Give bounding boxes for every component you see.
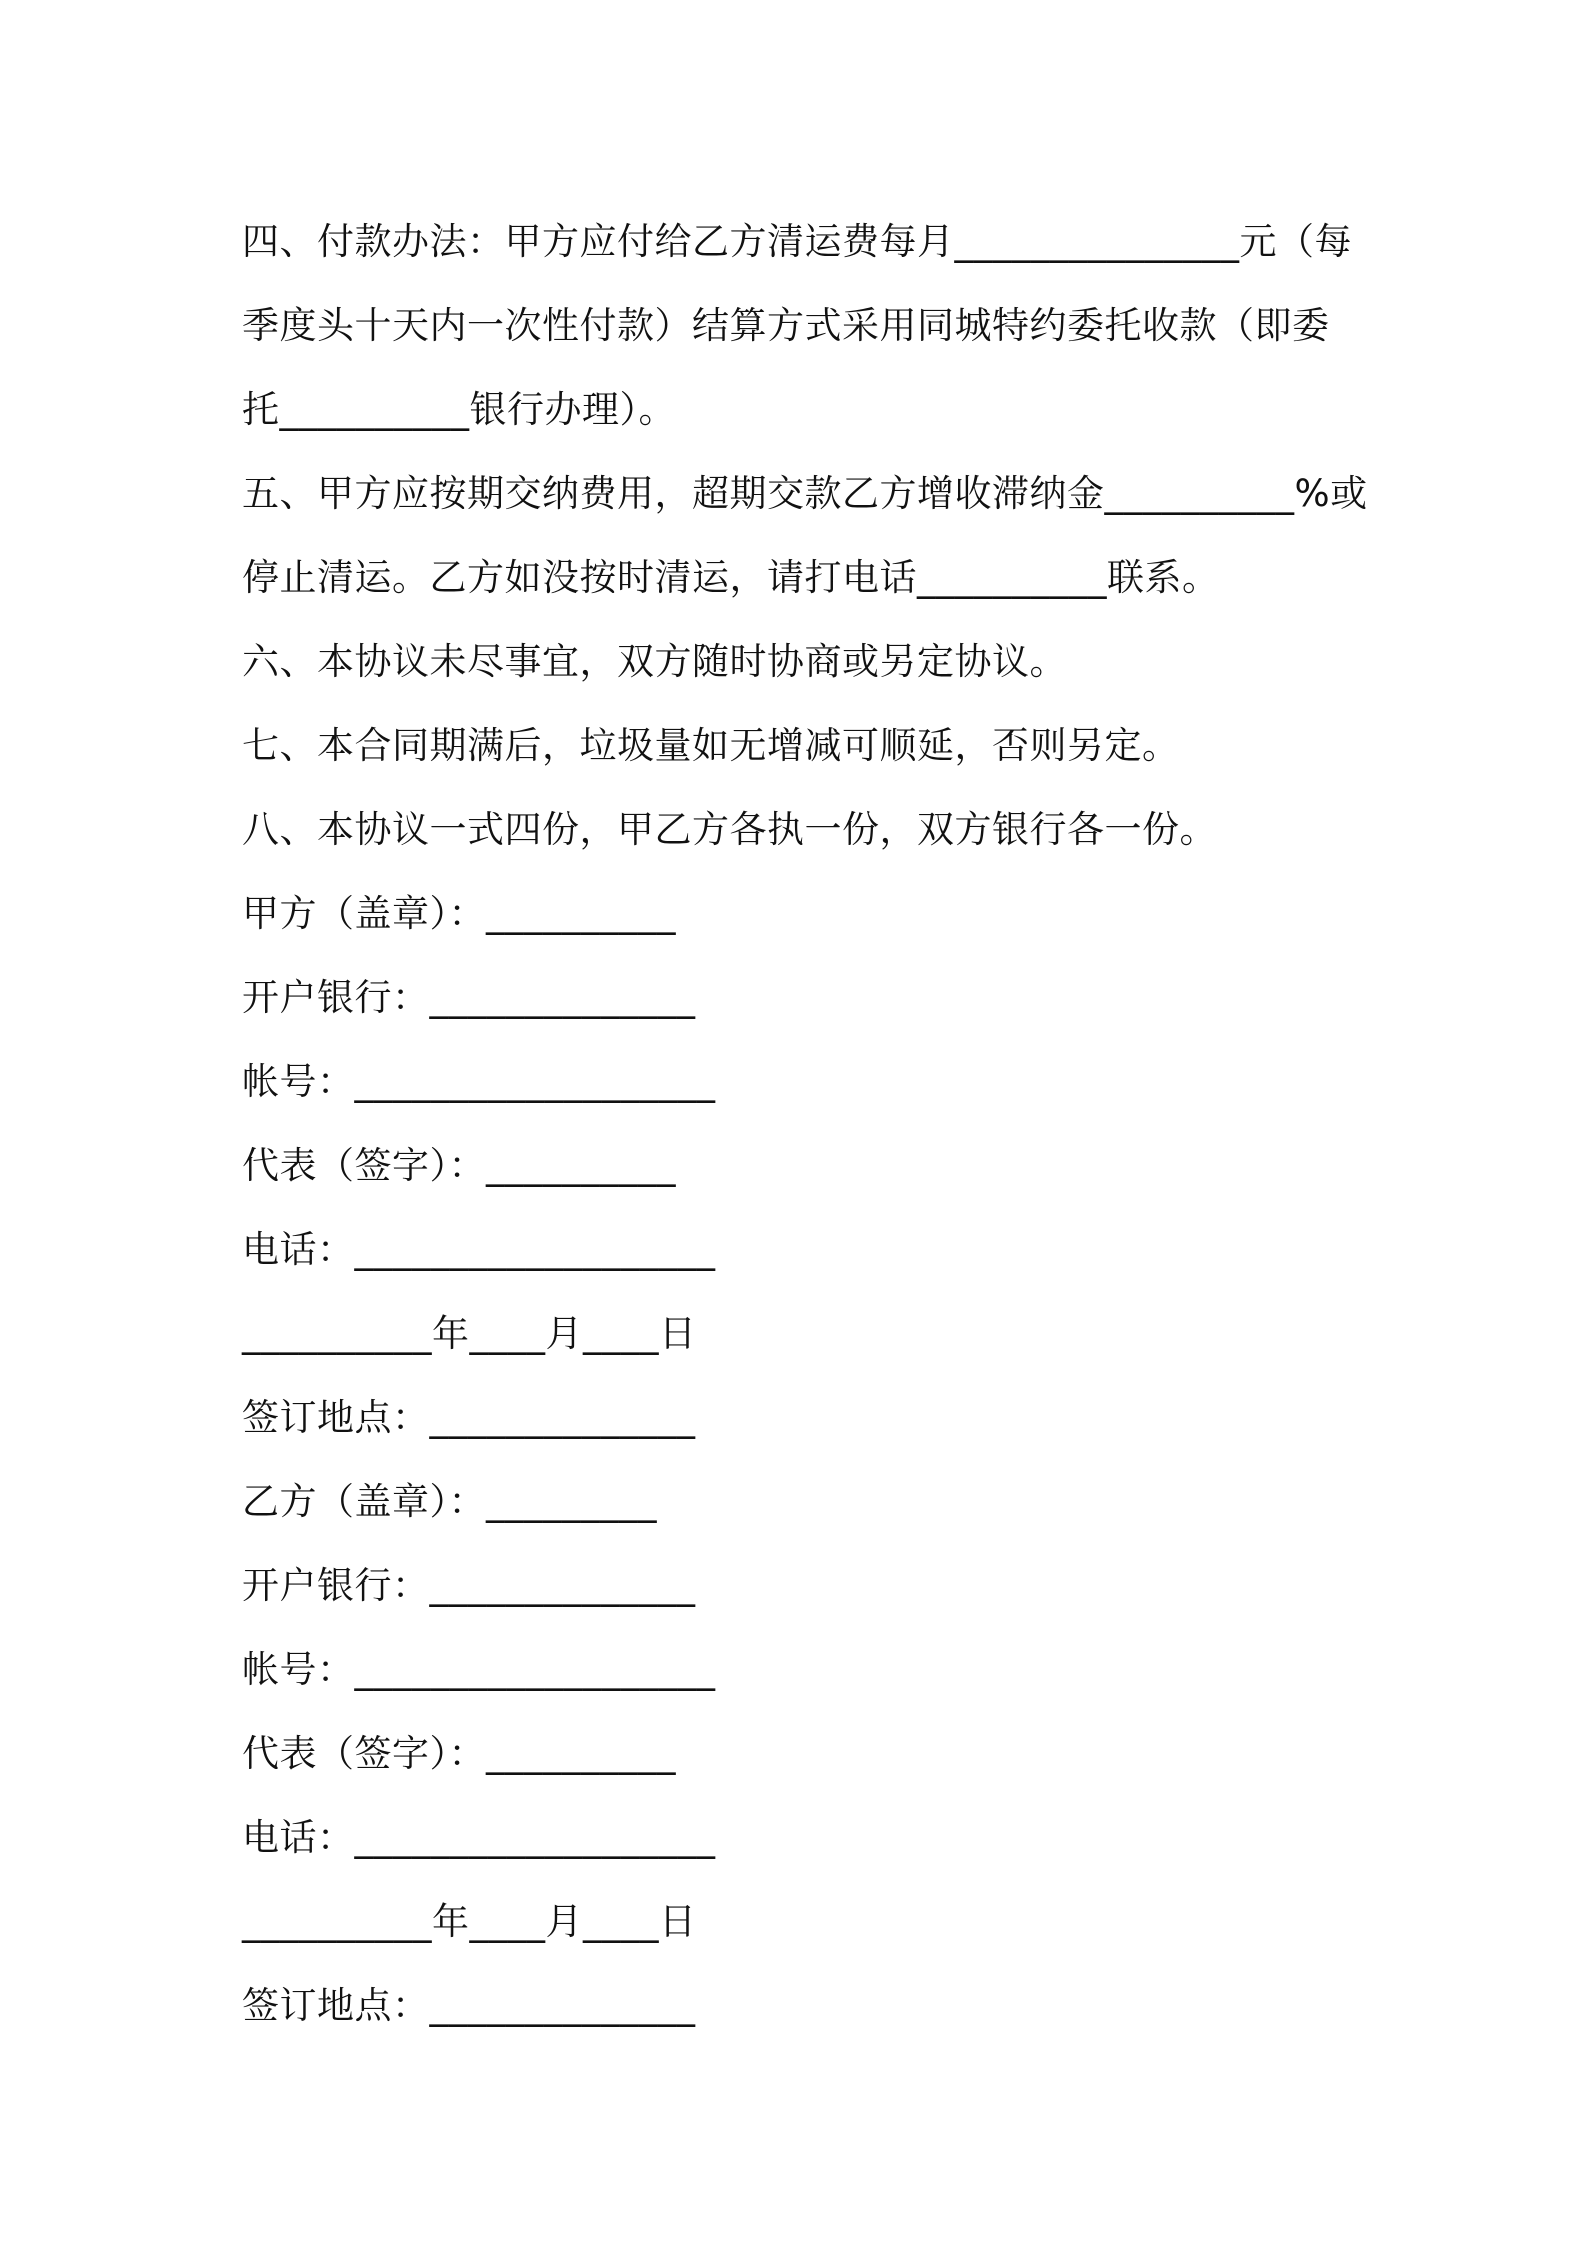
clause-4-line-1: 四、付款办法：甲方应付给乙方清运费每月_______________元（每 <box>242 220 1352 263</box>
clause-4-line-2: 季度头十天内一次性付款）结算方式采用同城特约委托收款（即委 <box>242 304 1330 347</box>
party-a-signature-block <box>242 872 1362 1460</box>
party-b-seal: 乙方（盖章）：_________ <box>242 1480 657 1523</box>
party-a-representative: 代表（签字）：__________ <box>242 1144 676 1187</box>
party-b-date: __________年____月____日 <box>242 1900 697 1943</box>
party-b-phone: 电话：___________________ <box>242 1816 716 1859</box>
party-a-phone: 电话：___________________ <box>242 1228 716 1271</box>
party-a-bank: 开户银行：______________ <box>242 976 696 1019</box>
clause-7: 七、本合同期满后，垃圾量如无增减可顺延，否则另定。 <box>242 724 1180 767</box>
contract-page <box>242 200 1368 2048</box>
party-b-place: 签订地点：______________ <box>242 1984 696 2027</box>
party-a-date: __________年____月____日 <box>242 1312 697 1355</box>
party-b-account: 帐号：___________________ <box>242 1648 716 1691</box>
party-a-account: 帐号：___________________ <box>242 1060 716 1103</box>
clause-8: 八、本协议一式四份，甲乙方各执一份，双方银行各一份。 <box>242 808 1217 851</box>
party-b-bank: 开户银行：______________ <box>242 1564 696 1607</box>
party-a-seal: 甲方（盖章）：__________ <box>242 892 676 935</box>
party-b-signature-block <box>242 1460 1362 2048</box>
party-a-place: 签订地点：______________ <box>242 1396 696 1439</box>
party-b-representative: 代表（签字）：__________ <box>242 1732 676 1775</box>
clause-5-line-2: 停止清运。乙方如没按时清运，请打电话__________联系。 <box>242 556 1220 599</box>
clause-5-line-1: 五、甲方应按期交纳费用，超期交款乙方增收滞纳金__________%或 <box>242 472 1368 515</box>
clause-4-line-3: 托__________银行办理）。 <box>242 388 676 431</box>
clause-6: 六、本协议未尽事宜，双方随时协商或另定协议。 <box>242 640 1067 683</box>
